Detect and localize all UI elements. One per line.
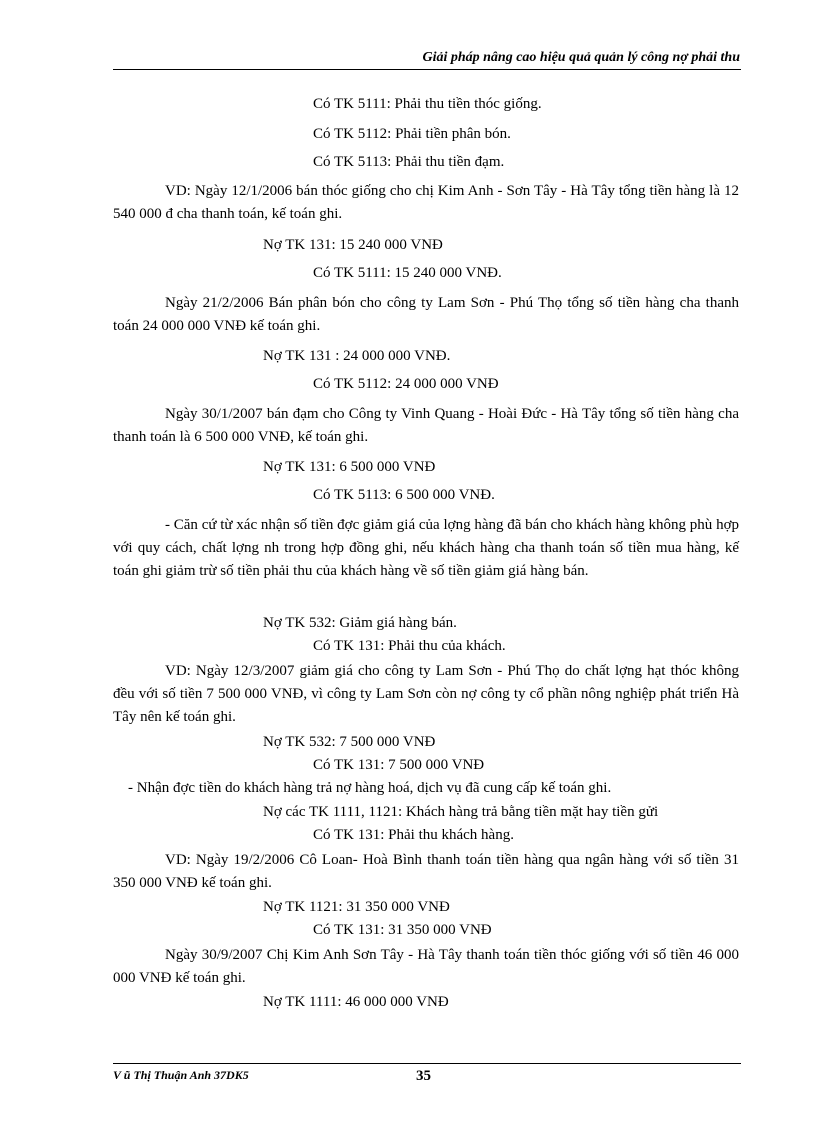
entry-debit-532: Nợ TK 532: Giảm giá hàng bán. (263, 615, 457, 631)
entry-credit-131-d: Có TK 131: Phải thu của khách. (313, 638, 506, 654)
bullet-payment-received: - Nhận đợc tiền do khách hàng trả nợ hàng hoá, dịch vụ đã cung cấp kế toán ghi. (128, 780, 612, 796)
running-header-title: Giải pháp nâng cao hiệu quả quản lý công nợ phải thu (422, 50, 740, 65)
paragraph-example-4 (113, 660, 739, 729)
paragraph-discount-rule-text: - Căn cứ từ xác nhận số tiền đợc giảm giá của lợng hàng đã bán cho khách hàng không phù hợp với quy cách, chất lợng nh trong hợp đồng ghi, nếu khách hàng cha thanh toán số tiền mua hàng, kế toán ghi giảm trừ số tiền phải thu của khách hàng về số tiền giảm giá hàng bán. (113, 517, 739, 579)
entry-credit-5112-b: Có TK 5112: 24 000 000 VNĐ (313, 376, 499, 392)
paragraph-example-2 (113, 292, 739, 338)
paragraph-example-5 (113, 849, 739, 895)
entry-credit-5113: Có TK 5113: Phải thu tiền đạm. (313, 154, 505, 170)
entry-credit-5112: Có TK 5112: Phải tiền phân bón. (313, 126, 511, 142)
paragraph-example-6 (113, 944, 739, 990)
paragraph-example-1 (113, 180, 739, 226)
entry-debit-532-e: Nợ TK 532: 7 500 000 VNĐ (263, 734, 436, 750)
entry-debit-131-b: Nợ TK 131 : 24 000 000 VNĐ. (263, 348, 451, 364)
page-number: 35 (416, 1068, 431, 1084)
paragraph-example-6-text: Ngày 30/9/2007 Chị Kim Anh Sơn Tây - Hà Tây thanh toán tiền thóc giống với số tiền 46 000 000 VNĐ kế toán ghi. (113, 947, 739, 986)
footer-author: V ũ Thị Thuận Anh 37DK5 (113, 1068, 249, 1082)
paragraph-example-5-text: VD: Ngày 19/2/2006 Cô Loan- Hoà Bình thanh toán tiền hàng qua ngân hàng với số tiền 31 350 000 VNĐ kế toán ghi. (113, 852, 739, 891)
entry-debit-131-c: Nợ TK 131: 6 500 000 VNĐ (263, 459, 436, 475)
paragraph-example-3-text: Ngày 30/1/2007 bán đạm cho Công ty Vinh Quang - Hoài Đức - Hà Tây tổng số tiền hàng cha thanh toán là 6 500 000 VNĐ, kế toán ghi. (113, 406, 739, 445)
entry-credit-5113-c: Có TK 5113: 6 500 000 VNĐ. (313, 487, 495, 503)
entry-debit-1121: Nợ TK 1121: 31 350 000 VNĐ (263, 899, 450, 915)
entry-credit-131-g: Có TK 131: 31 350 000 VNĐ (313, 922, 492, 938)
entry-debit-1111-1121: Nợ các TK 1111, 1121: Khách hàng trả bằng tiền mặt hay tiền gửi (263, 804, 659, 820)
entry-credit-5111: Có TK 5111: Phải thu tiền thóc giống. (313, 96, 542, 112)
entry-debit-1111: Nợ TK 1111: 46 000 000 VNĐ (263, 994, 449, 1010)
paragraph-example-3 (113, 403, 739, 449)
entry-credit-131-f: Có TK 131: Phải thu khách hàng. (313, 827, 514, 843)
entry-debit-131-a: Nợ TK 131: 15 240 000 VNĐ (263, 237, 443, 253)
paragraph-example-4-text: VD: Ngày 12/3/2007 giảm giá cho công ty Lam Sơn - Phú Thọ do chất lợng hạt thóc không đều với số tiền 7 500 000 VNĐ, vì công ty Lam Sơn còn nợ công ty cổ phần nông nghiệp phát triển Hà Tây nên kế toán ghi. (113, 663, 739, 725)
footer-divider (113, 1063, 741, 1064)
paragraph-example-1-text: VD: Ngày 12/1/2006 bán thóc giống cho chị Kim Anh - Sơn Tây - Hà Tây tổng tiền hàng là 12 540 000 đ cha thanh toán, kế toán ghi. (113, 183, 739, 222)
paragraph-discount-rule (113, 514, 739, 583)
entry-credit-5111-a: Có TK 5111: 15 240 000 VNĐ. (313, 265, 502, 281)
header-divider (113, 69, 741, 70)
paragraph-example-2-text: Ngày 21/2/2006 Bán phân bón cho công ty Lam Sơn - Phú Thọ tổng số tiền hàng cha thanh toán 24 000 000 VNĐ kế toán ghi. (113, 295, 739, 334)
entry-credit-131-e: Có TK 131: 7 500 000 VNĐ (313, 757, 485, 773)
